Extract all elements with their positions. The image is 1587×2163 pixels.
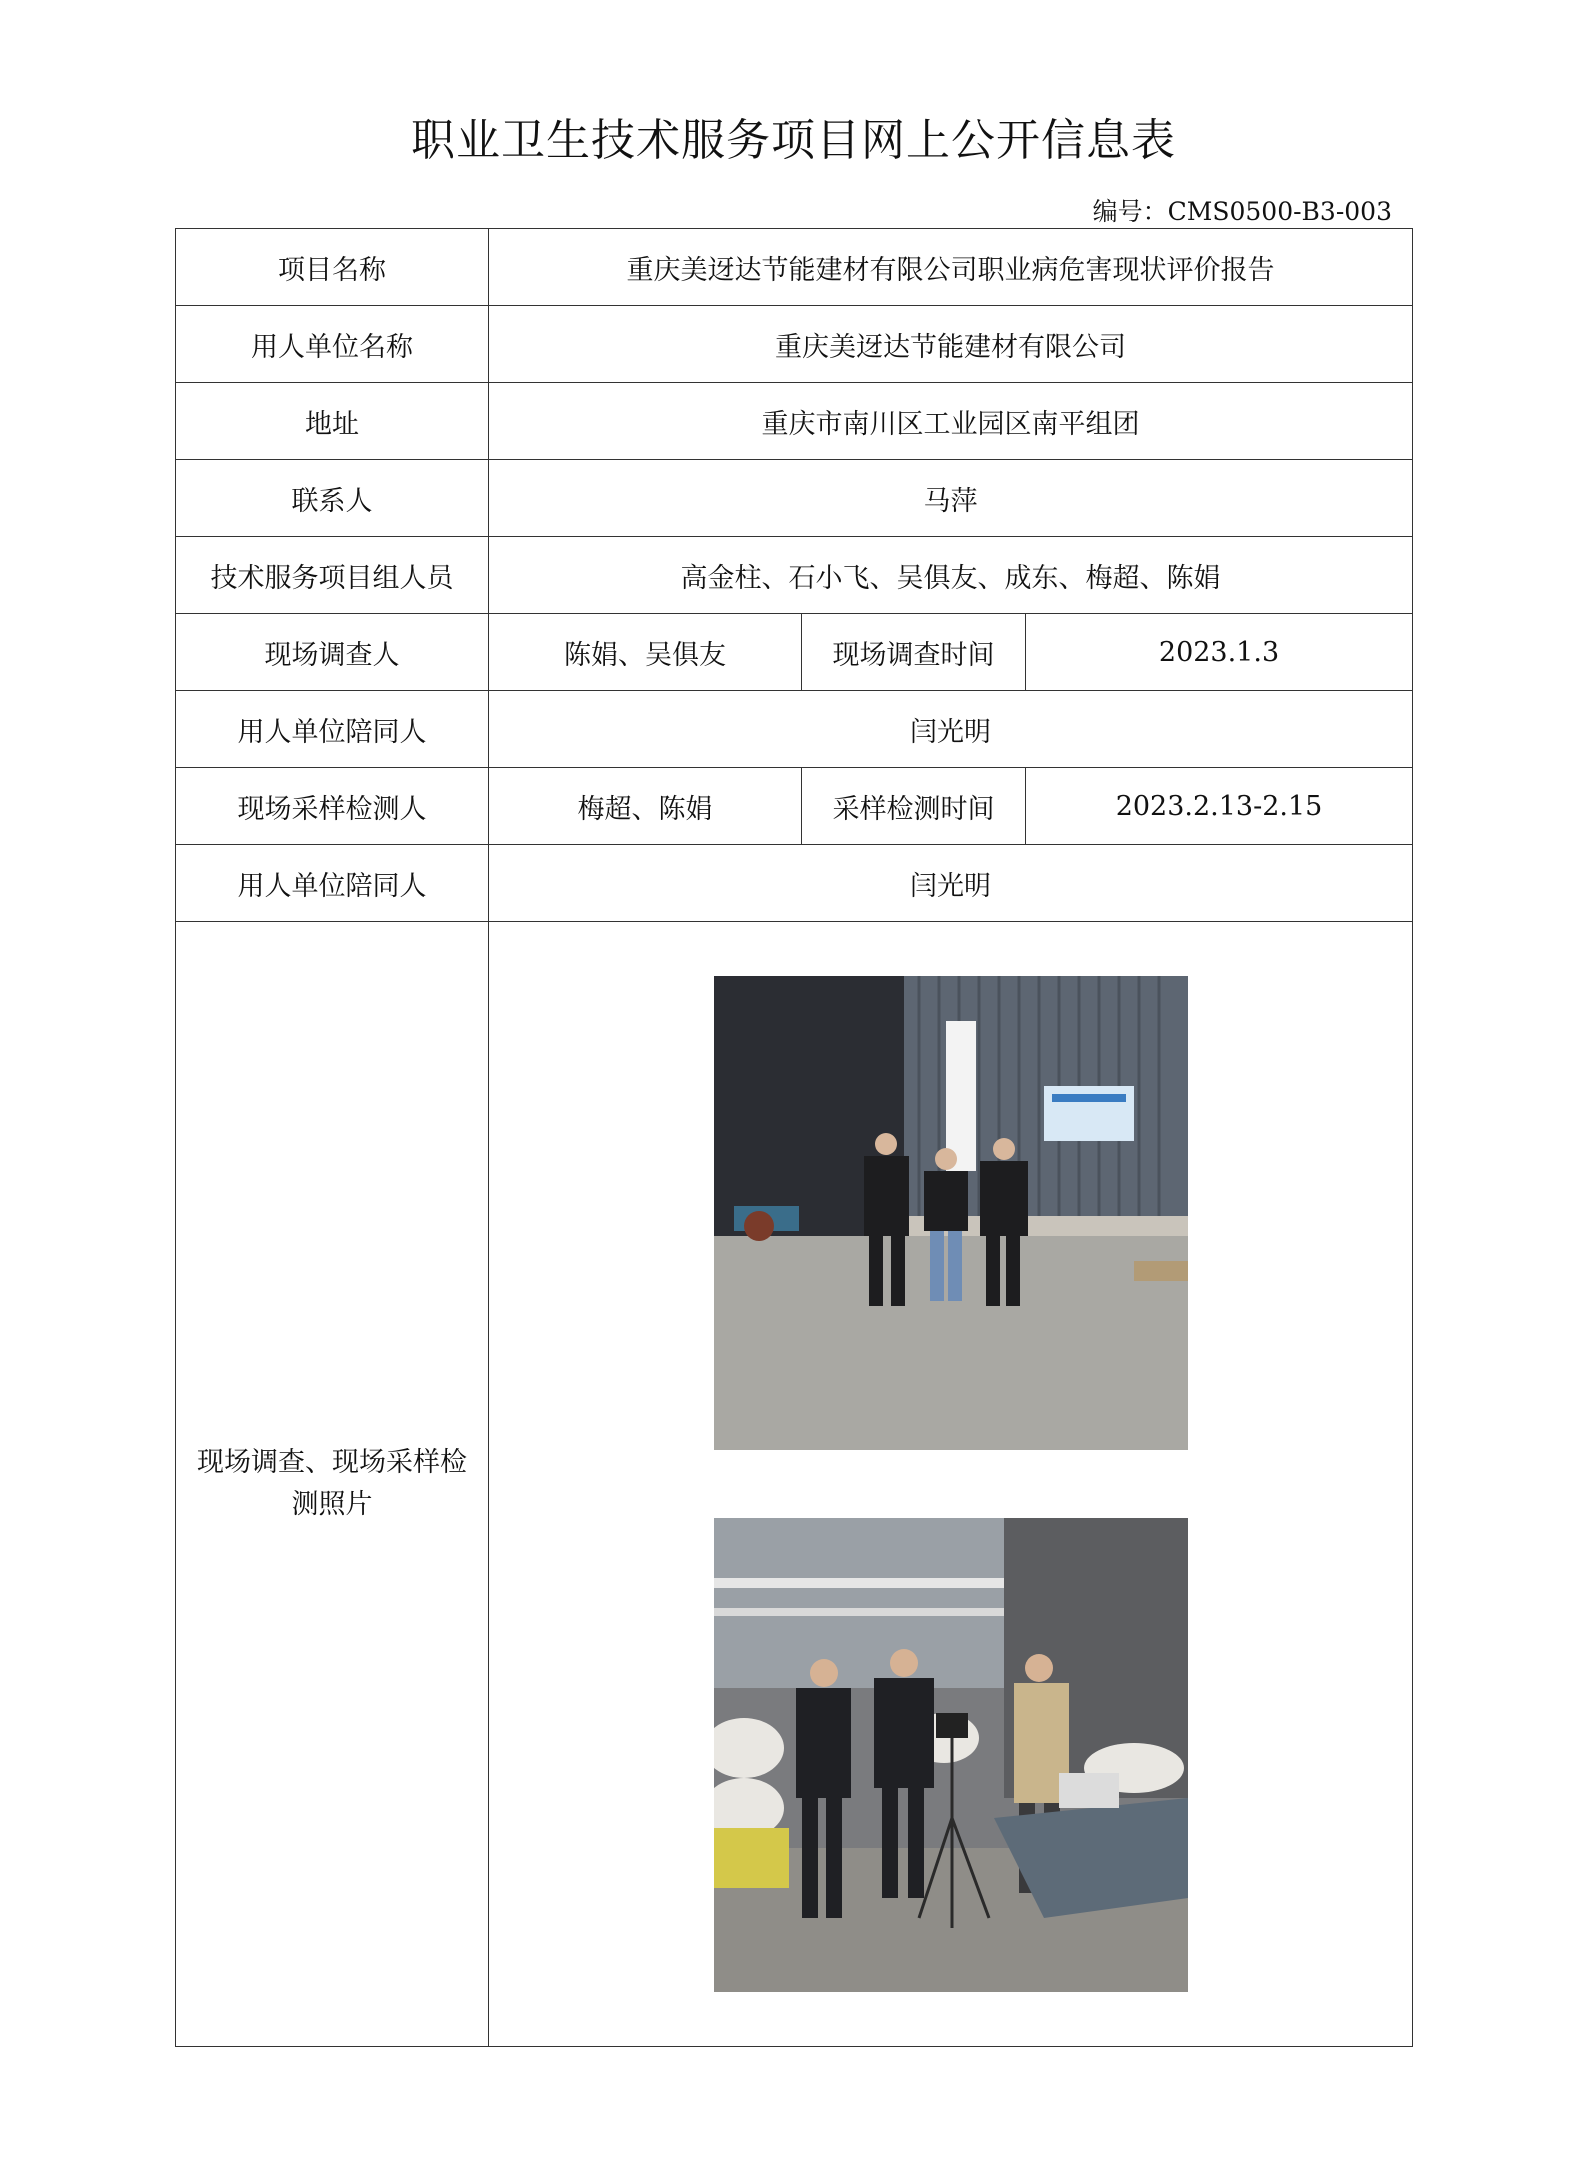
row-address [176,383,1413,460]
value-project-name: 重庆美迓达节能建材有限公司职业病危害现状评价报告 [489,229,1413,306]
row-sampling [176,768,1413,845]
value-survey-time: 2023.1.3 [1026,614,1413,691]
row-sampling-escort [176,845,1413,922]
label-project-name: 项目名称 [176,229,489,306]
row-survey [176,614,1413,691]
photos-cell [489,922,1413,2047]
document-number: 编号：CMS0500-B3-003 [1092,197,1392,226]
row-contact [176,460,1413,537]
label-contact: 联系人 [176,460,489,537]
row-survey-escort [176,691,1413,768]
row-photos [176,922,1413,2047]
value-survey-escort: 闫光明 [489,691,1413,768]
photo-sampling [714,1518,1188,1992]
label-employer: 用人单位名称 [176,306,489,383]
label-photos-line2: 测照片 [291,1489,373,1520]
label-survey-escort: 用人单位陪同人 [176,691,489,768]
value-survey: 陈娟、吴俱友 [489,614,802,691]
row-project-name [176,229,1413,306]
value-contact: 马萍 [489,460,1413,537]
value-sampling-time: 2023.2.13-2.15 [1026,768,1413,845]
photo-site-survey [714,976,1188,1450]
page-title: 职业卫生技术服务项目网上公开信息表 [411,115,1176,166]
label-address: 地址 [176,383,489,460]
value-team: 高金柱、石小飞、吴俱友、成东、梅超、陈娟 [489,537,1413,614]
value-address: 重庆市南川区工业园区南平组团 [489,383,1413,460]
label-survey-time: 现场调查时间 [802,614,1026,691]
info-table [175,228,1413,2047]
label-photos [176,922,489,2047]
value-sampling: 梅超、陈娟 [489,768,802,845]
label-sampling-escort: 用人单位陪同人 [176,845,489,922]
label-sampling-time: 采样检测时间 [802,768,1026,845]
value-employer: 重庆美迓达节能建材有限公司 [489,306,1413,383]
label-sampling: 现场采样检测人 [176,768,489,845]
value-sampling-escort: 闫光明 [489,845,1413,922]
row-employer [176,306,1413,383]
label-photos-line1: 现场调查、现场采样检 [197,1447,467,1478]
row-team [176,537,1413,614]
label-survey: 现场调查人 [176,614,489,691]
label-team: 技术服务项目组人员 [176,537,489,614]
